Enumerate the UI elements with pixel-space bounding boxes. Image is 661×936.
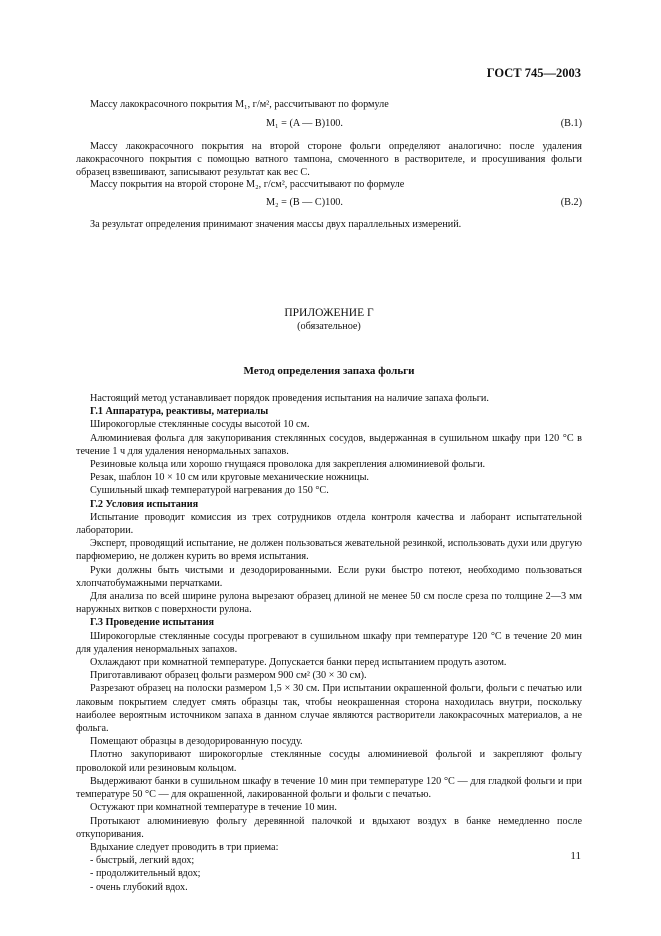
equation-b1-number: (В.1) <box>560 118 582 129</box>
section-heading-g3: Г.3 Проведение испытания <box>90 617 215 629</box>
list-item: Приготавливают образец фольги размером 900 см² (30 × 30 см). <box>90 670 367 682</box>
list-item: Для анализа по всей ширине рулона вырезают образец длиной не менее 50 см после среза по толщине 2—3 мм наружных витков с поверхности рулона. <box>76 591 582 616</box>
list-item: Выдерживают банки в сушильном шкафу в течение 10 мин при температуре 120 °С — для гладкой фольги и при температуре 50 °С — для окрашенной, лакированной фольги и фольги с печатью. <box>76 775 582 801</box>
bullet-item: - продолжительный вдох; <box>90 868 201 880</box>
list-item: Широкогорлые стеклянные сосуды высотой 10 см. <box>90 419 310 431</box>
list-item: Охлаждают при комнатной температуре. Допускается банки перед испытанием продуть азотом. <box>90 657 507 669</box>
appendix-title: ПРИЛОЖЕНИЕ Г <box>284 307 374 319</box>
list-item: Вдыхание следует проводить в три приема: <box>90 841 279 853</box>
equation-b2 <box>76 197 582 210</box>
list-item: Плотно закупоривают широкогорлые стеклянные сосуды алюминиевой фольгой и закрепляют фольгу проволокой или резиновым кольцом. <box>76 749 582 774</box>
list-item: Руки должны быть чистыми и дезодорированными. Если руки быстро потеют, необходимо пользоваться хлопчатобумажными перчатками. <box>76 564 582 589</box>
section-heading-g1: Г.1 Аппаратура, реактивы, материалы <box>90 406 269 418</box>
list-item: Резиновые кольца или хорошо гнущаяся проволока для закрепления алюминиевой фольги. <box>90 459 486 471</box>
list-item: Разрезают образец на полоски размером 1,5 × 30 см. При испытании окрашенной фольги, фольги с печатью или лаковым покрытием следует смять образцы так, чтобы неокрашенная сторона находилась внутри, поскольку наиболее вероятным источником запаха в данном случае являются растворители лакокрасочных материалов, а не фольга. <box>76 683 582 735</box>
paragraph-second-side: Массу лакокрасочного покрытия на второй стороне фольги определяют аналогично: после удаления лакокрасочного покрытия с помощью ватного тампона, смоченного в растворителе, и просушивания фольги образец взвешивают, записывают результат как вес C. <box>76 141 582 179</box>
bullet-item: - очень глубокий вдох. <box>90 881 188 893</box>
list-item: Широкогорлые стеклянные сосуды прогревают в сушильном шкафу при температуре 120 °С в течение 20 мин для удаления ненормальных запахов. <box>76 630 582 655</box>
equation-b2-number: (В.2) <box>560 197 582 208</box>
paragraph-mass-coating: Массу лакокрасочного покрытия M₁, г/м², рассчитывают по формуле <box>90 99 389 110</box>
body-text <box>76 392 582 894</box>
method-title: Метод определения запаха фольги <box>243 365 415 377</box>
list-item: Помещают образцы в дезодорированную посуду. <box>90 736 303 748</box>
standard-header: ГОСТ 745—2003 <box>486 66 581 80</box>
list-item: Резак, шаблон 10 × 10 см или круговые механические ножницы. <box>90 472 369 484</box>
list-item: Остужают при комнатной температуре в течение 10 мин. <box>90 802 337 814</box>
section-heading-g2: Г.2 Условия испытания <box>90 498 199 510</box>
equation-b2-formula: M₂ = (B — C)100. <box>266 197 343 208</box>
equation-b1-formula: M₁ = (A — B)100. <box>266 118 343 129</box>
list-item: Протыкают алюминиевую фольгу деревянной палочкой и вдыхают воздух в банке немедленно после откупоривания. <box>76 815 582 840</box>
paragraph-mass-second-side: Массу покрытия на второй стороне M₂, г/см², рассчитывают по формуле <box>90 179 405 190</box>
list-item: Эксперт, проводящий испытание, не должен пользоваться жевательной резинкой, использовать духи или другую парфюмерию, не должен курить во время испытания. <box>76 538 582 563</box>
equation-b1 <box>76 118 582 131</box>
list-item: Алюминиевая фольга для закупоривания стеклянных сосудов, выдержанная в сушильном шкафу при 120 °С в течение 1 ч для удаления ненормальных запахов. <box>76 432 582 457</box>
intro-paragraph: Настоящий метод устанавливает порядок проведения испытания на наличие запаха фольги. <box>90 393 489 404</box>
list-item: Сушильный шкаф температурой нагревания до 150 °С. <box>90 485 329 497</box>
page-number: 11 <box>570 850 581 862</box>
appendix-subtitle: (обязательное) <box>297 321 361 332</box>
bullet-item: - быстрый, легкий вдох; <box>90 855 195 867</box>
list-item: Испытание проводит комиссия из трех сотрудников отдела контроля качества и лаборант испытательной лаборатории. <box>76 511 582 537</box>
paragraph-result: За результат определения принимают значения массы двух параллельных измерений. <box>90 219 462 230</box>
